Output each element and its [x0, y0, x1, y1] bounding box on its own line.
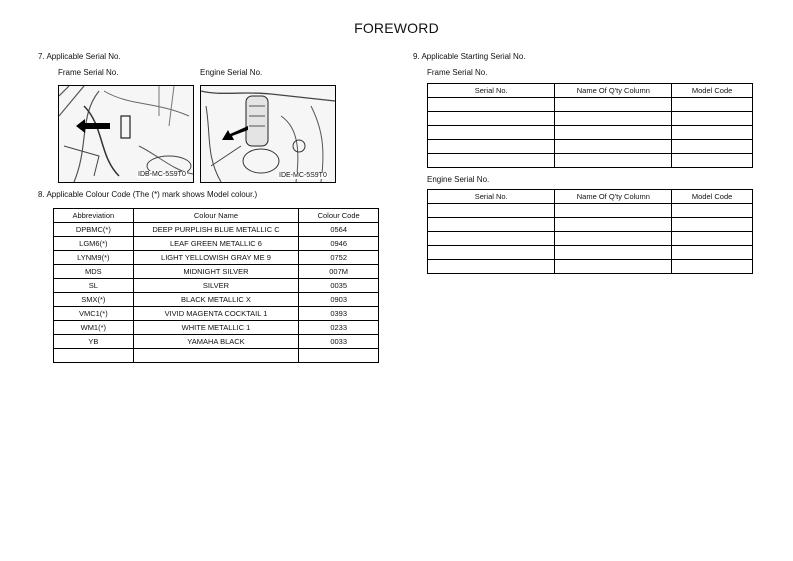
- frame-serial-table: [427, 83, 753, 168]
- frame-arrow-icon: [76, 119, 110, 133]
- column-header-qty-column: Name Of Q'ty Column: [555, 84, 672, 98]
- qty-column-cell: [555, 126, 672, 140]
- section-8-heading: 8. Applicable Colour Code (The (*) mark shows Model colour.): [38, 190, 258, 199]
- model-code-cell: [672, 154, 753, 168]
- abbreviation-cell: LYNM9(*): [54, 251, 134, 265]
- abbreviation-cell: VMC1(*): [54, 307, 134, 321]
- model-code-cell: [672, 204, 753, 218]
- colour-code-table: [53, 208, 379, 363]
- table-header-row: [428, 84, 753, 98]
- colour-name-cell: MIDNIGHT SILVER: [133, 265, 299, 279]
- serial-no-cell: [428, 126, 555, 140]
- table-row: [54, 223, 379, 237]
- table-row: [54, 335, 379, 349]
- qty-column-cell: [555, 204, 672, 218]
- table-row: [54, 265, 379, 279]
- colour-code-cell: 0564: [299, 223, 379, 237]
- qty-column-cell: [555, 154, 672, 168]
- table-row: [54, 293, 379, 307]
- table-row: [428, 154, 753, 168]
- colour-name-cell: YAMAHA BLACK: [133, 335, 299, 349]
- colour-name-cell: VIVID MAGENTA COCKTAIL 1: [133, 307, 299, 321]
- colour-name-cell: [133, 349, 299, 363]
- table-row: [54, 279, 379, 293]
- table-row: [428, 204, 753, 218]
- abbreviation-cell: WM1(*): [54, 321, 134, 335]
- abbreviation-cell: [54, 349, 134, 363]
- table-row: [428, 98, 753, 112]
- engine-arrow-icon: [222, 122, 248, 142]
- serial-no-cell: [428, 246, 555, 260]
- frame-starting-serial-label: Frame Serial No.: [427, 68, 488, 77]
- colour-code-cell: 0033: [299, 335, 379, 349]
- colour-name-cell: LIGHT YELLOWISH GRAY ME 9: [133, 251, 299, 265]
- table-row: [428, 218, 753, 232]
- table-row: [54, 321, 379, 335]
- model-code-cell: [672, 126, 753, 140]
- column-header-colour-name: Colour Name: [133, 209, 299, 223]
- serial-no-cell: [428, 154, 555, 168]
- qty-column-cell: [555, 232, 672, 246]
- section-9-heading: 9. Applicable Starting Serial No.: [413, 52, 526, 61]
- colour-code-cell: 0233: [299, 321, 379, 335]
- colour-name-cell: SILVER: [133, 279, 299, 293]
- colour-name-cell: BLACK METALLIC X: [133, 293, 299, 307]
- abbreviation-cell: MDS: [54, 265, 134, 279]
- column-header-qty-column: Name Of Q'ty Column: [555, 190, 672, 204]
- qty-column-cell: [555, 246, 672, 260]
- model-code-cell: [672, 260, 753, 274]
- colour-code-cell: 0946: [299, 237, 379, 251]
- table-row: [428, 140, 753, 154]
- abbreviation-cell: SMX(*): [54, 293, 134, 307]
- qty-column-cell: [555, 218, 672, 232]
- engine-serial-photo: [200, 85, 336, 183]
- model-code-cell: [672, 232, 753, 246]
- column-header-serial-no: Serial No.: [428, 84, 555, 98]
- table-row: [54, 307, 379, 321]
- table-row: [428, 232, 753, 246]
- frame-photo-caption: IDB-MC-5S9T0: [138, 171, 186, 178]
- serial-no-cell: [428, 260, 555, 274]
- column-header-serial-no: Serial No.: [428, 190, 555, 204]
- table-row: [428, 260, 753, 274]
- colour-code-cell: 0035: [299, 279, 379, 293]
- colour-code-cell: [299, 349, 379, 363]
- serial-no-cell: [428, 204, 555, 218]
- engine-starting-serial-label: Engine Serial No.: [427, 175, 490, 184]
- table-row: [428, 112, 753, 126]
- table-row: [54, 251, 379, 265]
- qty-column-cell: [555, 98, 672, 112]
- column-header-model-code: Model Code: [672, 190, 753, 204]
- abbreviation-cell: SL: [54, 279, 134, 293]
- table-row: [428, 246, 753, 260]
- serial-no-cell: [428, 140, 555, 154]
- colour-code-cell: 0752: [299, 251, 379, 265]
- section-7-heading: 7. Applicable Serial No.: [38, 52, 121, 61]
- table-row: [54, 237, 379, 251]
- frame-serial-photo: [58, 85, 194, 183]
- column-header-colour-code: Colour Code: [299, 209, 379, 223]
- serial-no-cell: [428, 232, 555, 246]
- abbreviation-cell: YB: [54, 335, 134, 349]
- colour-name-cell: LEAF GREEN METALLIC 6: [133, 237, 299, 251]
- model-code-cell: [672, 140, 753, 154]
- column-header-abbreviation: Abbreviation: [54, 209, 134, 223]
- table-row: [54, 349, 379, 363]
- model-code-cell: [672, 218, 753, 232]
- colour-name-cell: DEEP PURPLISH BLUE METALLIC C: [133, 223, 299, 237]
- engine-photo-caption: IDE-MC-5S9T0: [279, 172, 327, 179]
- abbreviation-cell: LGM6(*): [54, 237, 134, 251]
- qty-column-cell: [555, 140, 672, 154]
- colour-code-cell: 0903: [299, 293, 379, 307]
- engine-serial-table: [427, 189, 753, 274]
- engine-serial-label: Engine Serial No.: [200, 68, 263, 77]
- qty-column-cell: [555, 112, 672, 126]
- column-header-model-code: Model Code: [672, 84, 753, 98]
- colour-code-cell: 007M: [299, 265, 379, 279]
- table-header-row: [428, 190, 753, 204]
- frame-serial-label: Frame Serial No.: [58, 68, 119, 77]
- model-code-cell: [672, 98, 753, 112]
- serial-no-cell: [428, 218, 555, 232]
- table-row: [428, 126, 753, 140]
- model-code-cell: [672, 246, 753, 260]
- colour-name-cell: WHITE METALLIC 1: [133, 321, 299, 335]
- page-title: FOREWORD: [354, 20, 439, 36]
- abbreviation-cell: DPBMC(*): [54, 223, 134, 237]
- table-header-row: [54, 209, 379, 223]
- serial-no-cell: [428, 98, 555, 112]
- model-code-cell: [672, 112, 753, 126]
- qty-column-cell: [555, 260, 672, 274]
- colour-code-cell: 0393: [299, 307, 379, 321]
- serial-no-cell: [428, 112, 555, 126]
